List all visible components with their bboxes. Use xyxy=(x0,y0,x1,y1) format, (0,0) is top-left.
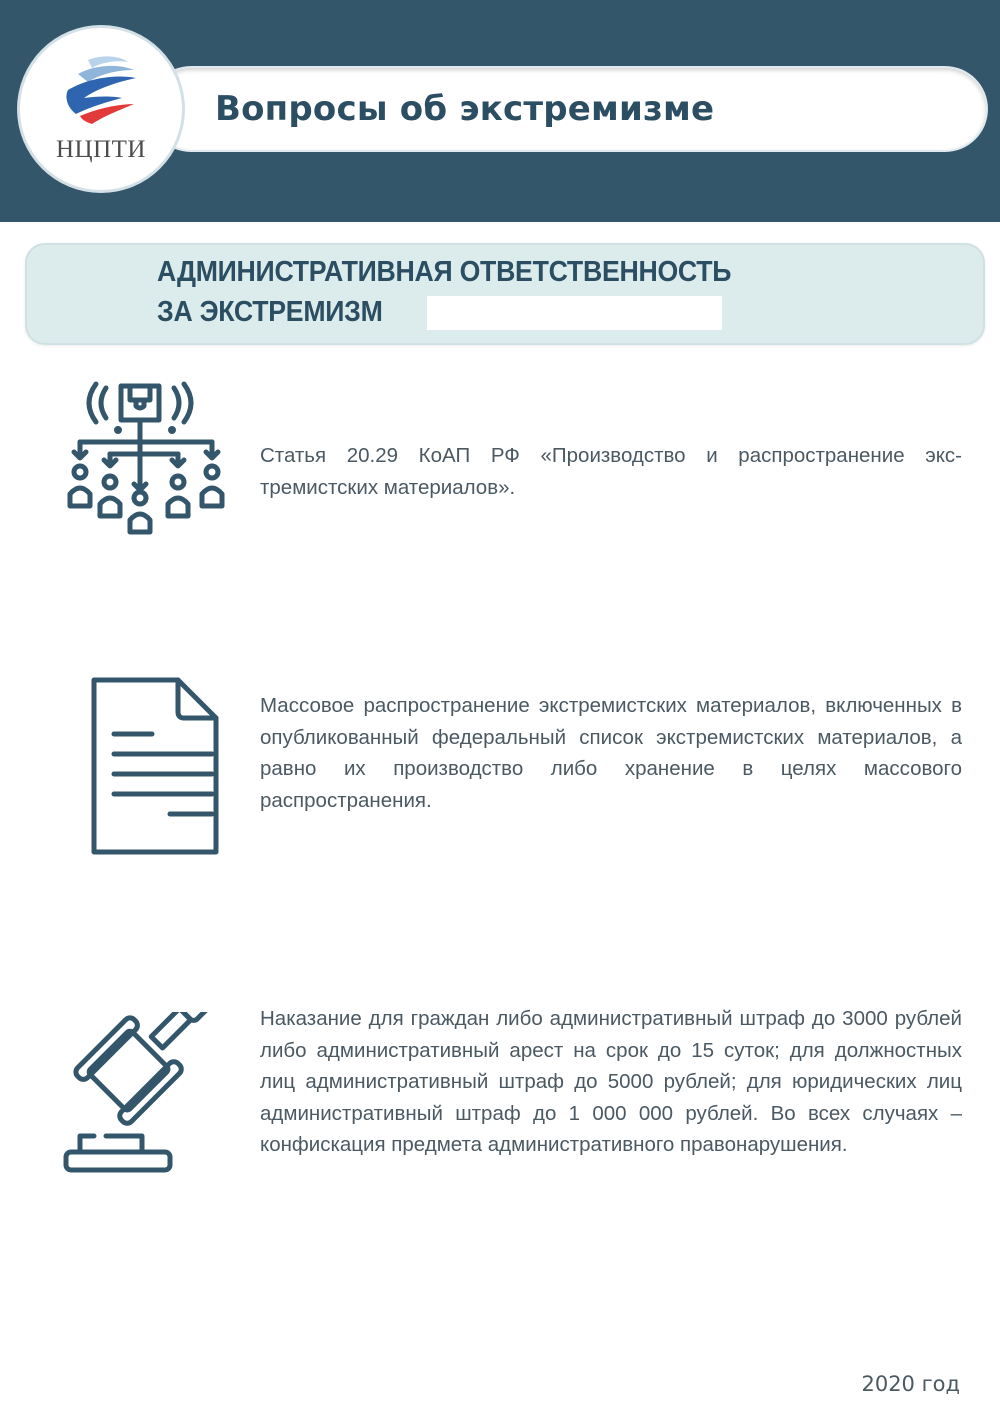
logo-text: НЦПТИ xyxy=(56,136,146,163)
document-icon xyxy=(84,672,224,862)
section-heading-line1: АДМИНИСТРАТИВНАЯ ОТВЕТСТВЕННОСТЬ xyxy=(157,256,732,288)
section-heading-line2: ЗА ЭКСТРЕМИЗМ xyxy=(157,296,383,328)
broadcast-distribution-icon xyxy=(66,380,226,540)
logo-icon xyxy=(58,52,144,138)
gavel-icon xyxy=(60,1012,240,1182)
penalty-description-text: Наказание для граждан либо административный штраф до 3000 рублей либо административный арест на срок до 15 суток; для должностных лиц административный штраф до 5000 рублей; для юридических лиц административный штраф до 1 000 000 рублей. Во всех случаях – конфискация предмета административного правонарушения. xyxy=(260,1007,962,1156)
article-reference-text: Статья 20.29 КоАП РФ «Производство и распространение экстремистских материалов». xyxy=(260,444,962,499)
logo xyxy=(20,28,182,190)
offense-description-text: Массовое распространение экстремистских материалов, включенных в опубликованный федеральный список экстремистских материалов, а равно их производство либо хранение в целях массового распространения. xyxy=(260,694,962,812)
redaction-block xyxy=(427,296,722,330)
footer-year: 2020 год xyxy=(861,1372,960,1396)
page-title: Вопросы об экстремизме xyxy=(215,89,715,129)
